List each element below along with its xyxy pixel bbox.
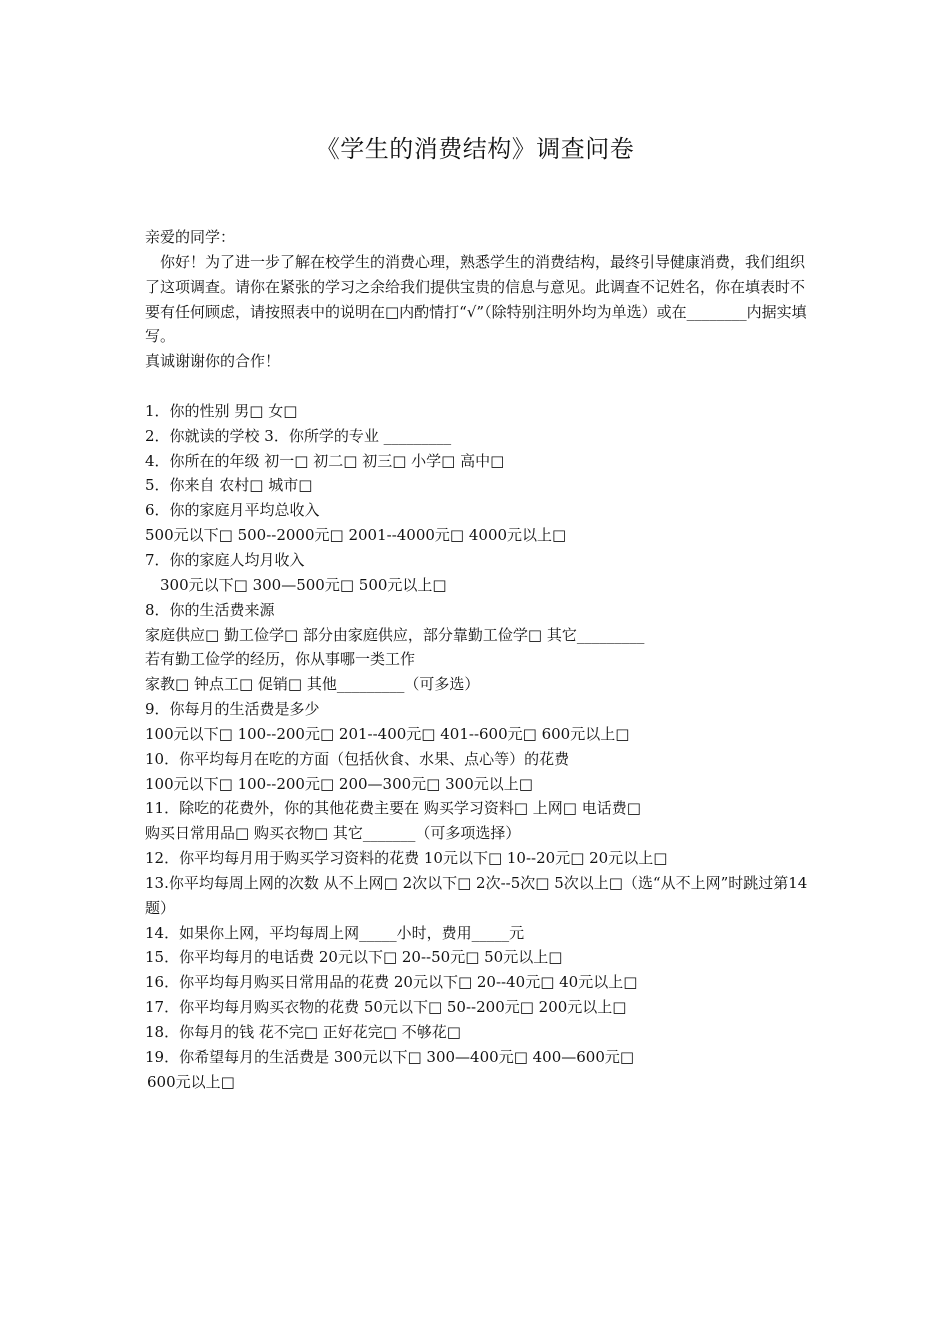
question-14: 14．如果你上网，平均每周上网_____小时，费用_____元 [145,923,525,942]
question-4: 4．你所在的年级 初一□ 初二□ 初三□ 小学□ 高中□ [145,451,505,470]
question-19: 19．你希望每月的生活费是 300元以下□ 300—400元□ 400—600元□ [145,1047,635,1066]
question-10: 10．你平均每月在吃的方面（包括伙食、水果、点心等）的花费 [145,749,570,768]
question-11: 11．除吃的花费外，你的其他花费主要在 购买学习资料□ 上网□ 电话费□ [145,799,641,818]
spacer [145,374,815,399]
question-8-followup: 若有勤工俭学的经历，你从事哪一类工作 [145,650,416,669]
question-6-options: 500元以下□ 500--2000元□ 2001--4000元□ 4000元以上□ [145,526,567,545]
question-8: 8．你的生活费来源 [145,600,275,619]
question-1: 1．你的性别 男□ 女□ [145,401,298,420]
thanks-line: 真诚谢谢你的合作！ [145,352,281,371]
question-2-3: 2．你就读的学校 3．你所学的专业 _________ [145,426,452,445]
question-9: 9．你每月的生活费是多少 [145,700,320,719]
question-13: 13.你平均每周上网的次数 从不上网□ 2次以下□ 2次--5次□ 5次以上□（选“从不上网”时跳过第14题） [145,873,808,917]
question-7-options: 300元以下□ 300—500元□ 500元以上□ [160,575,447,594]
question-7: 7．你的家庭人均月收入 [145,550,305,569]
question-8-options: 家庭供应□ 勤工俭学□ 部分由家庭供应，部分靠勤工俭学□ 其它_________ [145,625,645,644]
question-16: 16．你平均每月购买日常用品的花费 20元以下□ 20--40元□ 40元以上□ [145,973,638,992]
question-19-options: 600元以上□ [147,1072,235,1091]
question-15: 15．你平均每月的电话费 20元以下□ 20--50元□ 50元以上□ [145,948,563,967]
questionnaire-body [145,225,815,1095]
question-11-options: 购买日常用品□ 购买衣物□ 其它_______（可多项选择） [145,824,521,843]
question-10-options: 100元以下□ 100--200元□ 200—300元□ 300元以上□ [145,774,533,793]
question-6: 6．你的家庭月平均总收入 [145,501,320,520]
question-9-options: 100元以下□ 100--200元□ 201--400元□ 401--600元□ 600元以上□ [145,724,630,743]
page-title: 《学生的消费结构》调查问卷 [315,135,635,163]
question-17: 17．你平均每月购买衣物的花费 50元以下□ 50--200元□ 200元以上□ [145,998,627,1017]
question-8-followup-options: 家教□ 钟点工□ 促销□ 其他_________（可多选） [145,675,480,694]
question-18: 18．你每月的钱 花不完□ 正好花完□ 不够花□ [145,1023,461,1041]
greeting: 亲爱的同学： [145,228,236,246]
question-5: 5．你来自 农村□ 城市□ [145,476,313,495]
intro-paragraph: 你好！为了进一步了解在校学生的消费心理，熟悉学生的消费结构，最终引导健康消费，我们组织了这项调查。请你在紧张的学习之余给我们提供宝贵的信息与意见。此调查不记姓名，你在填表时不要有任何顾虑，请按照表中的说明在□内酌情打“√”（除特别注明外均为单选）或在________内据实填写。 [145,252,807,346]
question-12: 12．你平均每月用于购买学习资料的花费 10元以下□ 10--20元□ 20元以上□ [145,849,668,868]
